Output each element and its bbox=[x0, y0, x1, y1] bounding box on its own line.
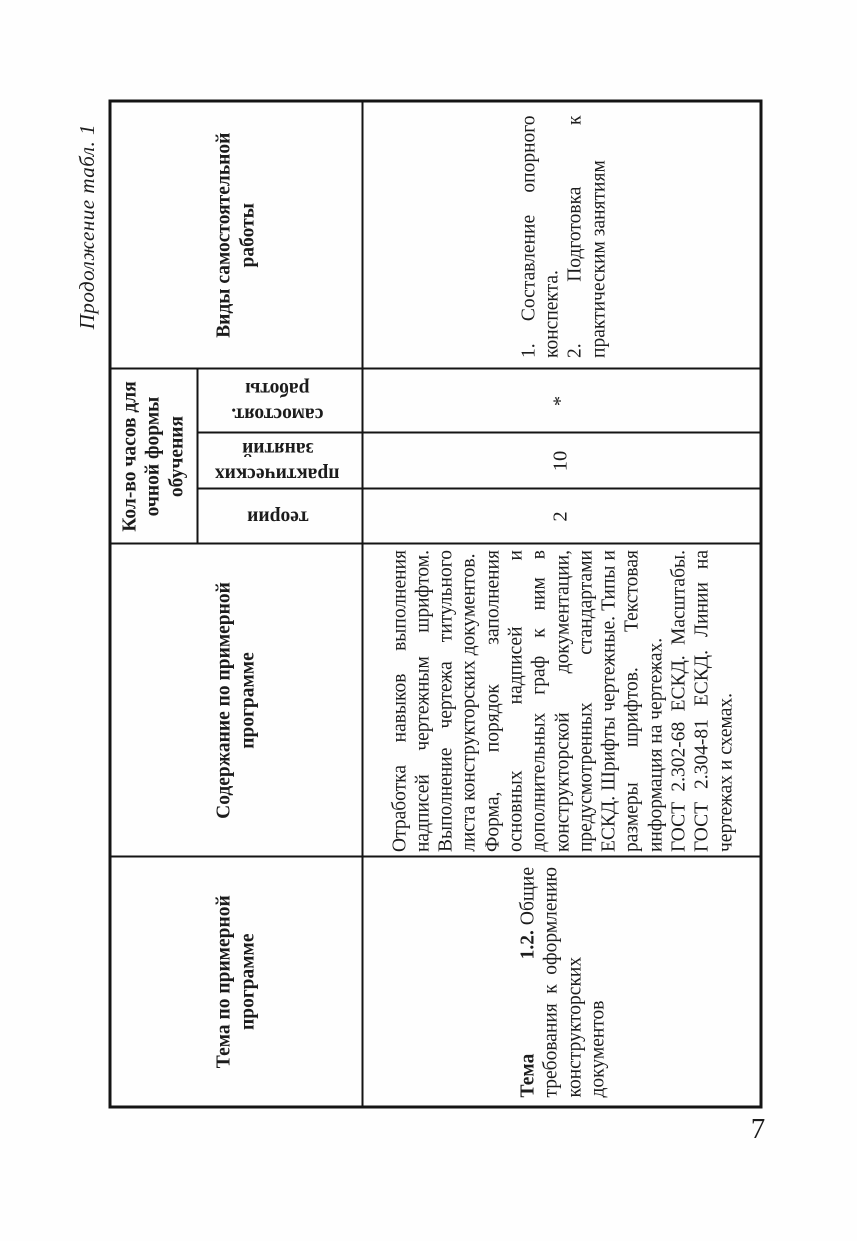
caption-text: Продолжение табл. 1 bbox=[74, 124, 99, 330]
cell-vidy bbox=[362, 100, 761, 368]
cell-hours-samostoyat: * bbox=[362, 368, 761, 432]
tema-title: Общие требования к оформлению конструкторских документов bbox=[517, 866, 609, 1097]
soderzhanie-paragraph-1: Отработка навыков выполнения надписей чертежным шрифтом. Выполнение чертежа титульного листа конструкторских документов. bbox=[388, 549, 480, 852]
rotated-table-container bbox=[108, 102, 759, 1108]
table-continuation-caption bbox=[66, 92, 108, 362]
soderzhanie-paragraph-3: ГОСТ 2.302-68 ЕСКД. Масштабы. ГОСТ 2.304-81 ЕСКД. Линии на чертежах и схемах. bbox=[668, 549, 736, 852]
header-hours-group: Кол-во часов для очной формы обучения bbox=[110, 368, 197, 543]
header-sub-teorii-label: теории bbox=[245, 505, 308, 527]
header-vidy: Виды самостоятельной работы bbox=[110, 100, 362, 368]
header-sub-prakticheskie bbox=[197, 433, 362, 489]
header-tema: Тема по примерной программе bbox=[110, 857, 362, 1107]
header-sub-teorii bbox=[197, 489, 362, 544]
header-soderzhanie: Содержание по примерной программе bbox=[110, 544, 362, 857]
vidy-item-1: 1. Составление опорного конспекта. bbox=[517, 114, 562, 358]
tema-paragraph bbox=[516, 867, 609, 1098]
header-sub-samostoyat-label: самостоят. работы bbox=[230, 377, 323, 424]
data-row bbox=[362, 100, 761, 1106]
tema-number: Тема 1.2. bbox=[517, 929, 539, 1097]
vidy-item-2: 2. Подготовка к практическим занятиям bbox=[564, 114, 609, 358]
header-sub-samostoyat bbox=[197, 368, 362, 432]
cell-hours-prakticheskie: 10 bbox=[362, 433, 761, 489]
page-number: 7 bbox=[750, 1113, 766, 1145]
cell-soderzhanie bbox=[362, 544, 761, 857]
soderzhanie-paragraph-2: Форма, порядок заполнения основных надписей и дополнительных граф к ним в конструкторской документации, предусмотренных стандартами ЕСКД. Шрифты чертежные. Типы и размеры шрифтов. Текстовая информация на чертежах. bbox=[481, 549, 666, 852]
header-row-1 bbox=[110, 100, 197, 1106]
header-sub-prakticheskie-label: практических занятий bbox=[214, 437, 339, 484]
cell-hours-teorii: 2 bbox=[362, 489, 761, 544]
cell-tema bbox=[362, 857, 761, 1107]
curriculum-table bbox=[108, 99, 762, 1108]
